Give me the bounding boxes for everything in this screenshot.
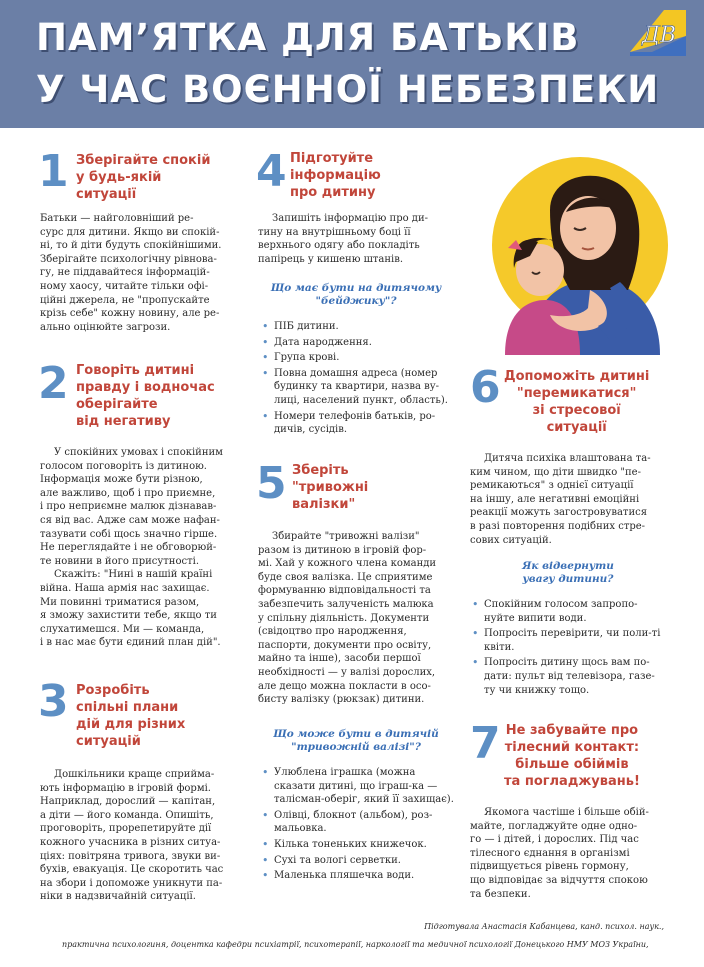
section-title: Допоможіть дитині "перемикатися" зі стресової ситуації bbox=[504, 369, 650, 435]
list-item: • Повна домашня адреса (номер будинку та квартири, назва ву-лиці, населений пункт, область). bbox=[262, 367, 454, 408]
list-item: • Попросіть дитину щось вам по-дати: пульт від телевізора, газе-ту чи книжку тощо. bbox=[472, 656, 666, 697]
mother-hugging-child-illustration bbox=[470, 150, 670, 355]
section-title: Зберігайте спокій у будь-якій ситуації bbox=[76, 153, 211, 202]
section-number: 5 bbox=[256, 458, 287, 509]
list-item: • ПІБ дитини. bbox=[262, 320, 454, 334]
header-banner bbox=[0, 0, 704, 128]
section-title: Розробіть спільні плани дій для різних ситуацій bbox=[76, 683, 186, 749]
section-body: Якомога частіше і більше обій- майте, погладжуйте одне одно- го — і дітей, і дорослих. Під час тілесного єднання в організмі підвищується рівень гормону, що відповідає за відчуття спокою та безпеки. bbox=[470, 807, 649, 900]
section-number: 1 bbox=[38, 146, 69, 197]
list-item: • Спокійним голосом запропо-нуйте випити води. bbox=[472, 598, 666, 625]
svg-text:ДВ: ДВ bbox=[642, 23, 677, 48]
list-item: • Група крові. bbox=[262, 351, 454, 365]
section-body: У спокійних умовах і спокійним голосом поговоріть із дитиною. Інформація може бути різною, але важливо, щоб і про приємне, і про неприємне малюк дізнавав- ся від вас. Адже сам може нафан- тазувати собі щось значно гірше. Не переглядайте і не обговорюй- те новини в його присутності. Скажіть: "Нині в нашій країні війна. Наша армія нас захищає. Ми повинні триматися разом, я зможу захистити тебе, якщо ти слухатимешся. Ми — команда, і в нас має бути єдиний план дій". bbox=[40, 447, 223, 649]
list-item: • Маленька пляшечка води. bbox=[262, 869, 454, 883]
list-item: • Дата народження. bbox=[262, 336, 454, 350]
section-title: Говоріть дитині правду і водночас оберігайте від негативу bbox=[76, 363, 215, 429]
section-number: 2 bbox=[38, 358, 69, 409]
section-subheading: Що має бути на дитячому "бейджику"? bbox=[270, 282, 442, 307]
section-number: 6 bbox=[470, 362, 501, 413]
section-subheading: Як відвернути увагу дитини? bbox=[522, 560, 614, 585]
list-item: • Номери телефонів батьків, ро-дичів, сусідів. bbox=[262, 410, 454, 437]
page-title-line2: У ЧАС ВОЄННОЇ НЕБЕЗПЕКИ bbox=[36, 68, 660, 111]
author-credit: Підготувала Анастасія Кабанцева, канд. психол. наук., bbox=[424, 922, 664, 931]
author-affiliation: практична психологиня, доцентка кафедри психіатрії, психотерапії, наркології та медичної психології Донецького НМУ МОЗ України, bbox=[62, 940, 649, 949]
list-item: • Олівці, блокнот (альбом), роз-мальовка. bbox=[262, 809, 454, 836]
section-title: Зберіть "тривожні валізки" bbox=[292, 463, 369, 512]
section-title: Не забувайте про тілесний контакт: більше обіймів та погладжувань! bbox=[504, 723, 640, 789]
suitcase-items-list bbox=[262, 766, 454, 885]
list-item: • Попросіть перевірити, чи поли-ті квіти. bbox=[472, 627, 666, 654]
section-number: 7 bbox=[470, 718, 501, 769]
section-number: 3 bbox=[38, 676, 69, 727]
section-title: Підготуйте інформацію про дитину bbox=[290, 151, 381, 200]
section-body: Дитяча психіка влаштована та- ким чином, що діти швидко "пе- ремикаються" з однієї ситуації на іншу, але негативні емоційні реакції можуть загостровуватися в разі повторення подібних стре- сових ситуацій. bbox=[470, 453, 651, 546]
badge-info-list bbox=[262, 320, 454, 439]
distraction-list bbox=[472, 598, 666, 699]
section-body: Батьки — найголовніший ре- сурс для дитини. Якщо ви спокій- ні, то й діти будуть спокійнішими. Зберігайте психологічну рівнова- гу, не піддавайтеся інформацій- ному хаосу, читайте тільки офі- ційні джерела, не "пропускайте крізь себе" кожну новину, але ре- ально оцінюйте загрози. bbox=[40, 213, 222, 333]
logo-icon bbox=[624, 8, 690, 58]
page-title-line1: ПАМ’ЯТКА ДЛЯ БАТЬКІВ bbox=[36, 16, 580, 59]
list-item: • Сухі та вологі серветки. bbox=[262, 854, 454, 868]
section-body: Запишіть інформацію про ди- тину на внутрішньому боці її верхнього одягу або покладіть папірець у кишеню штанів. bbox=[258, 213, 429, 265]
section-body: Збирайте "тривожні валізи" разом із дитиною в ігровій фор- мі. Хай у кожного члена команди буде своя валізка. Це сприятиме формуванню відповідальності та забезпечить залученість малюка у спільну діяльність. Документи (свідоцтво про народження, паспорти, документи про освіту, майно та інше), засоби першої необхідності — у валізі дорослих, але дещо можна покласти в осо- бисту валізку (рюкзак) дитини. bbox=[258, 531, 437, 706]
list-item: • Улюблена іграшка (можна сказати дитині, що іграш-ка — талісман-оберіг, який її захищає). bbox=[262, 766, 454, 807]
section-body: Дошкільники краще сприйма- ють інформацію в ігровій формі. Наприклад, дорослий — капітан, а діти — його команда. Опишіть, проговоріть, прорепетируйте дії кожного учасника в різних ситуа- ціях: повітряна тривога, звуки ви- бухів, евакуація. Це скоротить час на збори і допоможе уникнути па- ніки в надзвичайній ситуації. bbox=[40, 769, 224, 903]
section-subheading: Що може бути в дитячій "тривожній валізі"? bbox=[273, 728, 439, 753]
section-number: 4 bbox=[256, 146, 287, 197]
list-item: • Кілька тоненьких книжечок. bbox=[262, 838, 454, 852]
